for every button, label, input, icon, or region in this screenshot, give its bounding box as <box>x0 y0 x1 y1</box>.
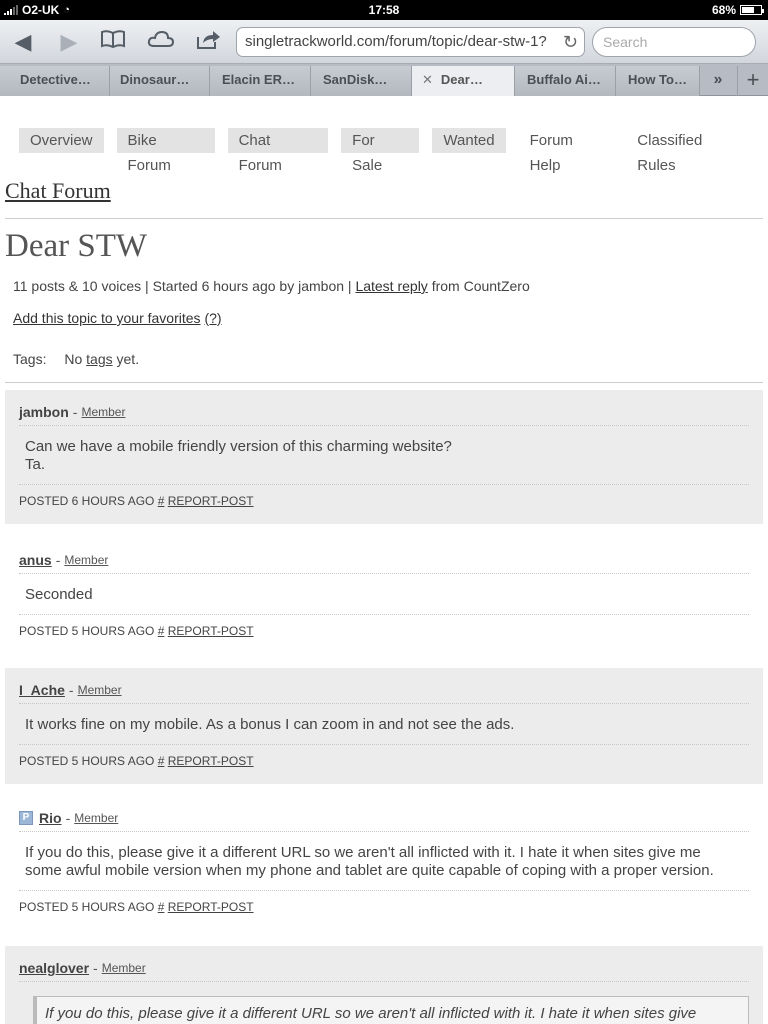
permalink[interactable]: # <box>157 754 165 768</box>
nav-wanted[interactable]: Wanted <box>432 128 505 153</box>
divider <box>5 218 763 219</box>
post-footer <box>19 485 749 508</box>
tab-label: SanDisk… <box>323 72 388 87</box>
separator: - <box>65 810 71 826</box>
nav-bike-forum[interactable]: Bike Forum <box>117 128 215 153</box>
tab-label: Dear… <box>440 72 483 87</box>
report-post-link[interactable]: REPORT-POST <box>167 754 254 768</box>
post-footer <box>19 615 749 638</box>
post-role[interactable]: Member <box>77 683 122 697</box>
tab-1[interactable] <box>0 66 110 96</box>
post-author[interactable]: anus <box>19 552 52 568</box>
favorites-help-link[interactable]: (?) <box>204 310 222 326</box>
tab-label: Detective… <box>20 72 91 87</box>
add-favorites-link[interactable]: Add this topic to your favorites <box>13 310 201 326</box>
page-title: Dear STW <box>5 228 148 264</box>
post-header <box>19 538 749 574</box>
latest-reply-link[interactable]: Latest reply <box>355 278 428 294</box>
tab-label: Elacin ER… <box>222 72 295 87</box>
post-author[interactable]: nealglover <box>19 960 90 976</box>
post-header <box>19 390 749 426</box>
forum-post <box>5 946 763 1024</box>
divider <box>5 382 763 383</box>
post-header <box>19 796 749 832</box>
post-role[interactable]: Member <box>81 405 126 419</box>
battery-percent: 68% <box>711 3 736 17</box>
post-role[interactable]: Member <box>74 811 119 825</box>
post-time: POSTED 5 HOURS AGO <box>19 900 155 914</box>
permalink[interactable]: # <box>157 900 165 914</box>
post-body <box>19 704 749 745</box>
bookmarks-icon[interactable] <box>98 28 128 56</box>
post-header <box>19 668 749 704</box>
new-tab-icon[interactable]: + <box>737 66 768 96</box>
tab-4[interactable] <box>311 66 412 96</box>
report-post-link[interactable]: REPORT-POST <box>167 900 254 914</box>
wifi-icon: ◔ <box>63 4 70 16</box>
status-bar <box>0 0 768 20</box>
post-footer <box>19 745 749 768</box>
post-author[interactable]: jambon <box>19 404 69 420</box>
tab-2[interactable] <box>110 66 210 96</box>
tags-prefix: No <box>64 351 87 367</box>
post-footer <box>19 891 749 914</box>
tags-row <box>13 351 139 367</box>
search-field[interactable]: Search <box>592 27 756 57</box>
post-text: Seconded <box>25 586 93 603</box>
tab-label: How To… <box>628 72 687 87</box>
post-body <box>19 574 749 615</box>
forum-nav <box>19 128 768 174</box>
post-text: Can we have a mobile friendly version of this charming website? <box>25 438 452 455</box>
url-field[interactable] <box>236 27 585 57</box>
back-icon[interactable]: ◀ <box>14 29 32 54</box>
permalink[interactable]: # <box>157 624 165 638</box>
post-time: POSTED 5 HOURS AGO <box>19 624 155 638</box>
tab-active[interactable] <box>412 66 515 96</box>
post-author[interactable]: I_Ache <box>19 682 65 698</box>
clock: 17:58 <box>368 3 400 17</box>
topic-meta-suffix: from CountZero <box>427 278 530 294</box>
forum-post <box>5 538 763 650</box>
browser-toolbar <box>0 20 768 64</box>
breadcrumb[interactable]: Chat Forum <box>5 178 111 203</box>
post-text: It works fine on my mobile. As a bonus I can zoom in and not see the ads. <box>25 716 515 733</box>
post-body <box>19 832 749 891</box>
url-text: singletrackworld.com/forum/topic/dear-stw-1? <box>245 33 547 50</box>
forum-post <box>5 390 763 524</box>
post-time: POSTED 5 HOURS AGO <box>19 754 155 768</box>
nav-overview[interactable]: Overview <box>19 128 104 153</box>
tab-3[interactable] <box>210 66 311 96</box>
profile-badge-icon: P <box>19 811 33 825</box>
post-header <box>19 946 749 982</box>
topic-meta-text: 11 posts & 10 voices | Started 6 hours ago by jambon | <box>13 278 356 294</box>
tab-6[interactable] <box>515 66 616 96</box>
separator: - <box>55 552 61 568</box>
tab-label: Buffalo Ai… <box>527 72 601 87</box>
tab-bar <box>0 64 768 96</box>
nav-forum-help[interactable]: Forum Help <box>529 132 573 174</box>
forum-post <box>5 668 763 784</box>
separator: - <box>72 404 78 420</box>
close-tab-icon[interactable]: ✕ <box>422 72 433 87</box>
report-post-link[interactable]: REPORT-POST <box>167 624 254 638</box>
blockquote: If you do this, please give it a different URL so we aren't all inflicted with it. I hate it when sites give <box>33 996 749 1024</box>
post-text: If you do this, please give it a different URL so we aren't all inflicted with it. I hate it when sites give me <box>25 844 701 861</box>
more-tabs-icon[interactable]: » <box>713 71 723 88</box>
post-author[interactable]: Rio <box>39 810 62 826</box>
post-time: POSTED 6 HOURS AGO <box>19 494 155 508</box>
separator: - <box>68 682 74 698</box>
share-icon[interactable] <box>193 28 223 56</box>
forum-post <box>5 796 763 930</box>
post-text: Ta. <box>25 456 46 473</box>
separator: - <box>93 960 98 976</box>
favorites-row <box>13 310 222 326</box>
post-text: some awful mobile version when my phone and tablet are quite capable of coping with a proper version. <box>25 862 714 879</box>
post-role[interactable]: Member <box>101 961 146 975</box>
reload-icon[interactable]: ↻ <box>561 28 578 56</box>
post-body <box>19 426 749 485</box>
tags-link[interactable]: tags <box>86 351 113 367</box>
post-role[interactable]: Member <box>64 553 109 567</box>
report-post-link[interactable]: REPORT-POST <box>167 494 254 508</box>
cloud-icon[interactable] <box>146 28 176 56</box>
tags-suffix: yet. <box>112 351 140 367</box>
tab-7[interactable] <box>616 66 700 96</box>
topic-meta <box>13 278 530 294</box>
battery-icon <box>740 5 762 15</box>
tags-label: Tags: <box>13 351 47 367</box>
forward-icon[interactable]: ▶ <box>60 29 78 54</box>
carrier-label: O2-UK <box>22 3 60 17</box>
nav-chat-forum[interactable]: Chat Forum <box>228 128 329 153</box>
nav-for-sale[interactable]: For Sale <box>341 128 419 153</box>
permalink[interactable]: # <box>157 494 165 508</box>
nav-classified-rules[interactable]: Classified Rules <box>637 132 703 174</box>
tab-label: Dinosaur… <box>120 72 190 87</box>
